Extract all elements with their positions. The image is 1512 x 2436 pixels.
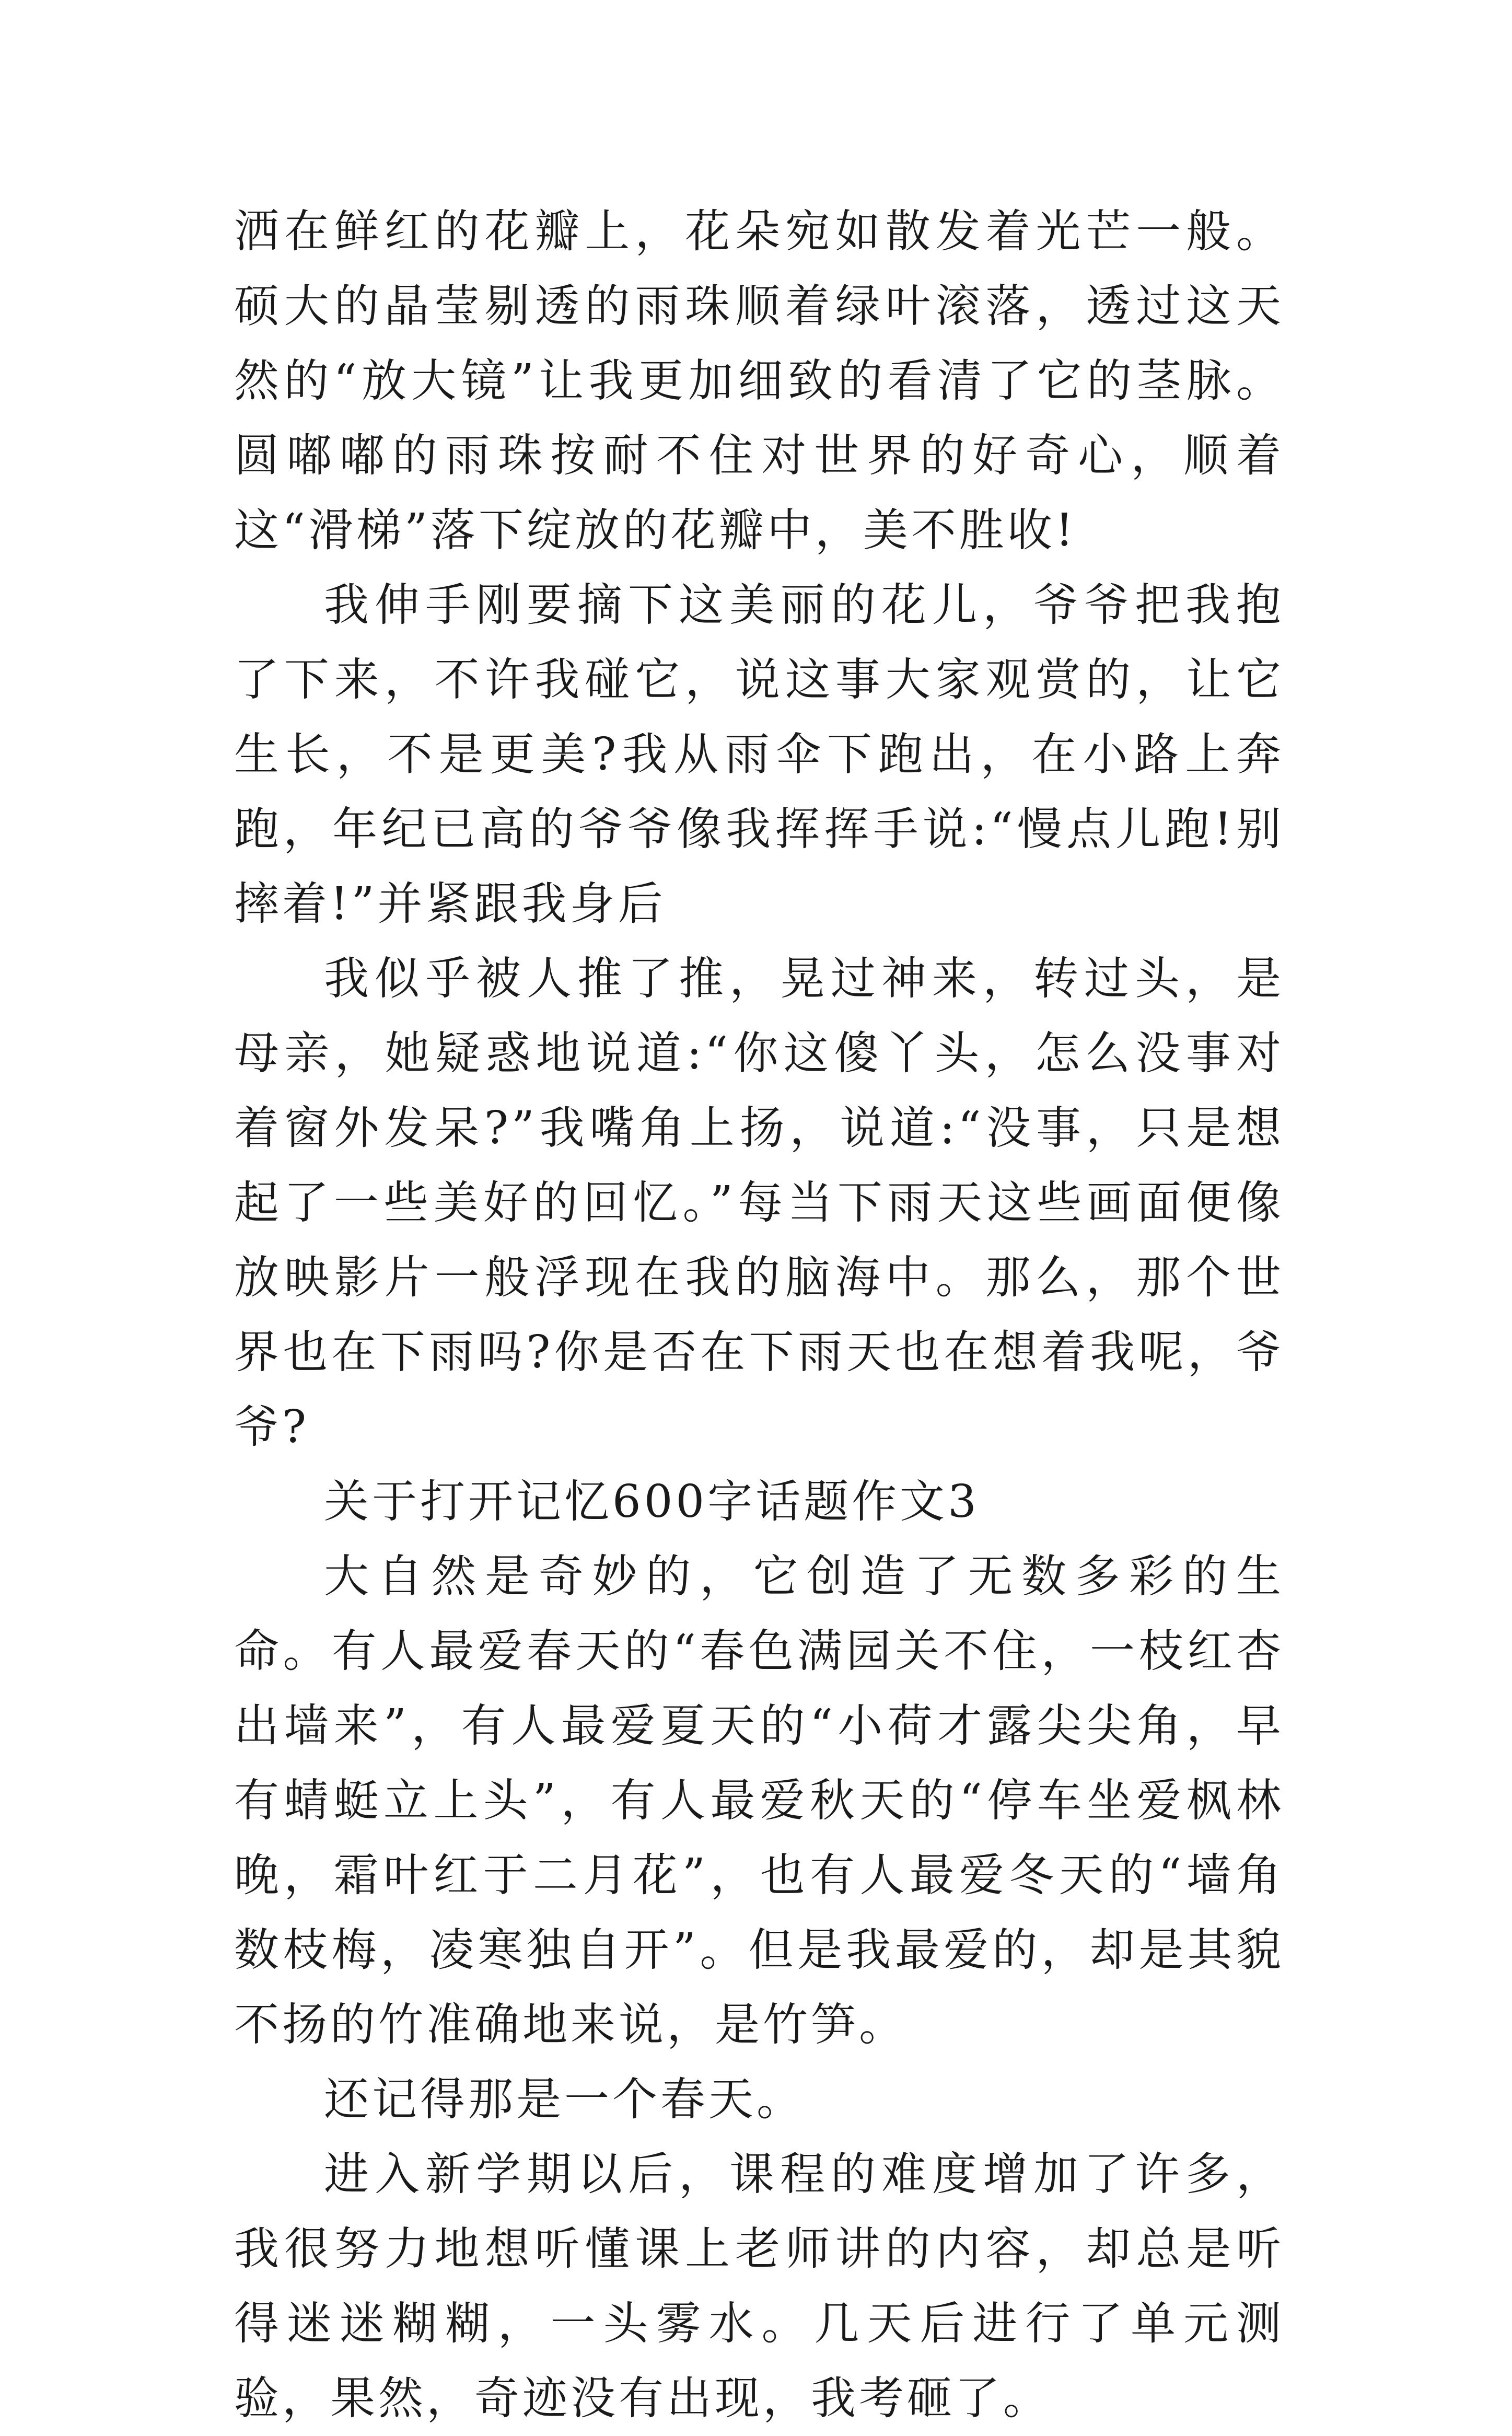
- section-heading: 关于打开记忆600字话题作文3: [324, 1476, 980, 1528]
- paragraph-3: 我似乎被人推了推，晃过神来，转过头，是母亲，她疑惑地说道:“你这傻丫头，怎么没事对着窗外发呆?”我嘴角上扬，说道:“没事，只是想起了一些美好的回忆。”每当下雨天这些画面便像放映影片一般浮现在我的脑海中。那么，那个世界也在下雨吗?你是否在下雨天也在想着我呢，爷爷?: [234, 953, 1284, 1453]
- paragraph-5: 还记得那是一个春天。: [324, 2073, 805, 2126]
- document-body: [234, 194, 1284, 2436]
- paragraph-2: 我伸手刚要摘下这美丽的花儿，爷爷把我抱了下来，不许我碰它，说这事大家观赏的，让它生长，不是更美?我从雨伞下跑出，在小路上奔跑，年纪已高的爷爷像我挥挥手说:“慢点儿跑!别摔着!”并紧跟我身后: [234, 579, 1284, 930]
- paragraph-6: 进入新学期以后，课程的难度增加了许多，我很努力地想听懂课上老师讲的内容，却总是听得迷迷糊糊，一头雾水。几天后进行了单元测验，果然，奇迹没有出现，我考砸了。: [234, 2148, 1284, 2425]
- paragraph-1: 洒在鲜红的花瓣上，花朵宛如散发着光芒一般。硕大的晶莹剔透的雨珠顺着绿叶滚落，透过这天然的“放大镜”让我更加细致的看清了它的茎脉。圆嘟嘟的雨珠按耐不住对世界的好奇心，顺着这“滑梯”落下绽放的花瓣中，美不胜收!: [234, 205, 1284, 556]
- paragraph-4: 大自然是奇妙的，它创造了无数多彩的生命。有人最爱春天的“春色满园关不住，一枝红杏出墙来”，有人最爱夏天的“小荷才露尖尖角，早有蜻蜓立上头”，有人最爱秋天的“停车坐爱枫林晚，霜叶红于二月花”，也有人最爱冬天的“墙角数枝梅，凌寒独自开”。但是我最爱的，却是其貌不扬的竹准确地来说，是竹笋。: [234, 1550, 1284, 2051]
